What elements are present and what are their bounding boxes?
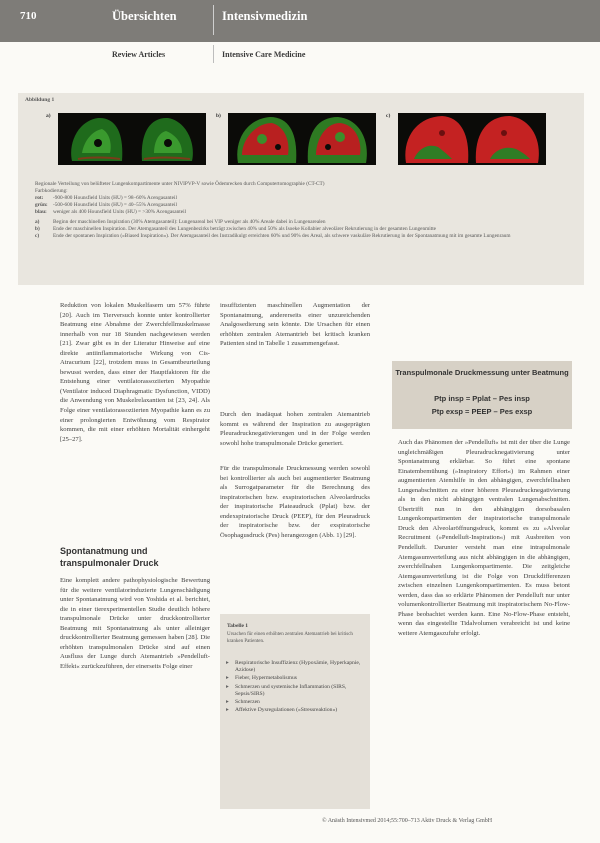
legend-row-blue: blau: weniger als 400 Hounsfield Units (HU) = >30% Acengasanteil — [35, 209, 187, 215]
figure-label: Abbildung 1 — [25, 97, 55, 103]
list-item: ▸ Schmerzen — [226, 699, 366, 706]
ct-scan-a-image — [58, 113, 206, 165]
subsection-left: Review Articles — [112, 50, 166, 59]
figure-legend-title: Farbkodierung: — [35, 188, 68, 194]
body-col2-para1: insuffizienten maschinellen Augmentation der Spontanatmung, andererseits einer unzureichenden Analgosedierung sein könnte. Die Ursachen für einen erhöhten zentralen Atemantrieb bei kritisch kranken Patienten sind in Tabelle 1 zusammengefasst. — [220, 302, 370, 348]
body-col2-para2: Durch den inadäquat hohen zentralen Atemantrieb kommt es während der Inspiration zu ausgeprägten Pleuradrucknegativierungen und in der Folge werden sowohl hohe transpulmonale Drücke generiert. — [220, 411, 370, 447]
formula-inspiratory: Ptp insp = Pplat – Pes insp — [434, 394, 530, 403]
body-col1-para1: Reduktion von lokalen Muskelfasern um 57% führte [20]. Auch im Tierversuch konnte unter kontrollierter Beatmung eine Abnahme der Zwerchfellmuskelmasse innerhalb von nur 18 Stunden nachgewiesen werden [21]. Zwar gibt es in der Literatur Hinweise auf eine direkte antiinflammatorische Wirkung von Cis-Atracurium [22], trotzdem muss in Gesamtbeurteilung bewusst werden, dass einer der Hauptfaktoren für die Entstehung einer ventilatorassoziierten Myopathie (Ventilator induced Diaphragmatic Dysfunction, VIDD) die Anwendung von Muskelrelaxantien ist [23, 24]. Als Folge einer ventilatorassoziierten Myopathie kann es zu einer prolongierten Entwöhnung vom Respirator kommen, die mit einer erhöhten Mortalität einhergeht [25–27]. — [60, 302, 210, 443]
figure-note-b: b) Ende der maschinellen Inspiration. Der Atemgasanteil des Lungenbezirks beträgt zwischen 40% und 50% als Isoeke Kollabier alveolärer Rekrutierung in der gesamten Lungenmitte — [35, 226, 437, 232]
legend-row-red: rot: -900-800 Hounsfield Units (HU) = 98–60% Acengasanteil — [35, 195, 177, 201]
list-item: ▸ Affektive Dysregulationen (»Stressreaktion«) — [226, 707, 366, 714]
list-item: ▸ Respiratorische Insuffizienz (Hypoxämie, Hyperkapnie, Azidose) — [226, 660, 366, 674]
list-item: ▸ Schmerzen und systemische Inflammation (SIRS, Sepsis/SIRS) — [226, 684, 366, 698]
section-heading: Spontanatmung und transpulmonaler Druck — [60, 546, 159, 568]
formula-expiratory: Ptp exsp = PEEP – Pes exsp — [431, 407, 533, 416]
ct-scan-b-image — [228, 113, 376, 165]
table-1-box — [220, 614, 370, 809]
body-col2-para3: Für die transpulmonale Druckmessung werden sowohl bei kontrollierter als auch bei augmentierter Beatmung als Surrogatparameter für die Berechnung des inspiratorischen bzw. exspiratorischen Alveolardrucks der inspiratorische Plateaudruck (Pplat) bzw. der endexspiratorische Druck (PEEP), für den Pleuradruck der inspiratorische bzw. der exspiratorische Ösophagusdruck (Pes) herangezogen (Abb. 1) [29]. — [220, 465, 370, 539]
figure-caption — [35, 181, 580, 240]
header-divider — [213, 5, 214, 35]
panel-label-a: a) — [46, 113, 51, 119]
section-left: Übersichten — [112, 9, 177, 23]
page-number: 710 — [20, 10, 37, 22]
subheader-divider — [213, 45, 214, 63]
formula-box-title: Transpulmonale Druckmessung unter Beatmung — [395, 368, 569, 377]
panel-label-b: b) — [216, 113, 221, 119]
ct-panel-a — [46, 113, 206, 165]
figure-caption-title: Regionale Verteilung von belüfteter Lungenkompartimente unter NIVIPVP-V sowie Ödemrecken durch Computertomographie (CT-CT) — [35, 181, 325, 187]
table-subtitle: Ursachen für einen erhöhten zentralen Atemantrieb bei kritisch kranken Patienten. — [227, 632, 353, 644]
body-col1-para2: Eine komplett andere pathophysiologische Bewertung für die weitere ventilatorinduzierte Lungenschädigung unter Spontanatmung wird von Yoshida et al. berichtet, die in einer tierexperimentellen Studie deutlich höhere transpulmonale Drücke unter druckkontrollierter Beatmung mit Spontanatmung als unter alleiniger druckkontrollierter Beatmung gemessen haben [28]. Die erhöhten transpulmonalen Drücke sind auf einen Ausfluss der Lunge durch Atemantrieb »Pendelluft-Effekt« zurückzuführen, der einerseits Folge einer — [60, 577, 210, 670]
body-col3-para1: Auch das Phänomen der »Pendelluft« ist mit der über die Lunge ungleichmäßigen Pleuradrucknegativierung unter Spontanatmung erklärbar. So führt eine spontane Einatembemühung (»Inspiratory Effort«) im Rahmen einer augmentierten Atemhilfe in den abhängigen, zwerchfellnahen Lungenabschnitten zu einer höheren Pleuradrucknegativierung als in den nicht abhängigen ventralen Lungenabschnitten. Übertrifft nun in den abhängigen dorsobasalen Lungenkompartimenten der inspiratorische transpulmonale Druck den Alveolaröffnungsdruck, kommt es zu »Alveolar Recruitment (»Pendelluft-Inspiration«) mit Ausbreiten von Pendelluft. Darunter versteht man eine intrapulmonale Atemgasumverteilung aus nicht abhängigen in die abhängigen, zwerchfellnahen Lungenkompartimente. Die zeitgleiche Atemgasumverteilung ist die Folge von Druckdifferenzen zwischen einzelnen Lungenkompartimenten. Es muss betont werden, dass das so erklärte Phänomen der Pendelluft nur unter volumenkontrollierter Beatmung mit inspiratorischem No-Flow-Phase beobachtet werden kann. Eine No-Flow-Phase entsteht, wenn das eingestellte Tidalvolumen verabreicht ist und keine weitere Atemgaszufuhr erfolgt. — [398, 439, 570, 637]
figure-note-c: c) Ende der spontanen Inspiration (»Biased Inspiration«). Der Atemgasanteil des Instradikulgt erreichten 60% und 90% des Areal, als schwere vaskuläre Rekrutierung in der Spontanatmung mit im gesamte Lungenraum — [35, 233, 511, 239]
ct-panel-b — [216, 113, 376, 165]
table-title: Tabelle 1 — [227, 623, 249, 629]
list-item: ▸ Fieber, Hypermetabolismus — [226, 675, 366, 682]
subsection-right: Intensive Care Medicine — [222, 50, 306, 59]
page-footer: © Anästh Intensivmed 2014;55:700–713 Aktiv Druck & Verlag GmbH — [322, 818, 493, 824]
page-header — [0, 0, 600, 42]
ct-scan-c-image — [398, 113, 546, 165]
ct-panel-c — [386, 113, 546, 165]
formula-box — [392, 361, 572, 429]
figure-box — [18, 93, 584, 285]
legend-row-green: grün: -500-600 Hounsfield Units (HU) = 40–55% Acengasanteil — [35, 202, 177, 208]
figure-note-a: a) Beginn der maschinellen Inspiration (30% Atemgasanteil): Lungenareal bei VIP weniger als 40% Areale dabei in Lungenarealen — [35, 219, 326, 225]
section-right: Intensivmedizin — [222, 9, 308, 23]
table-list — [226, 660, 366, 715]
panel-label-c: c) — [386, 113, 391, 119]
